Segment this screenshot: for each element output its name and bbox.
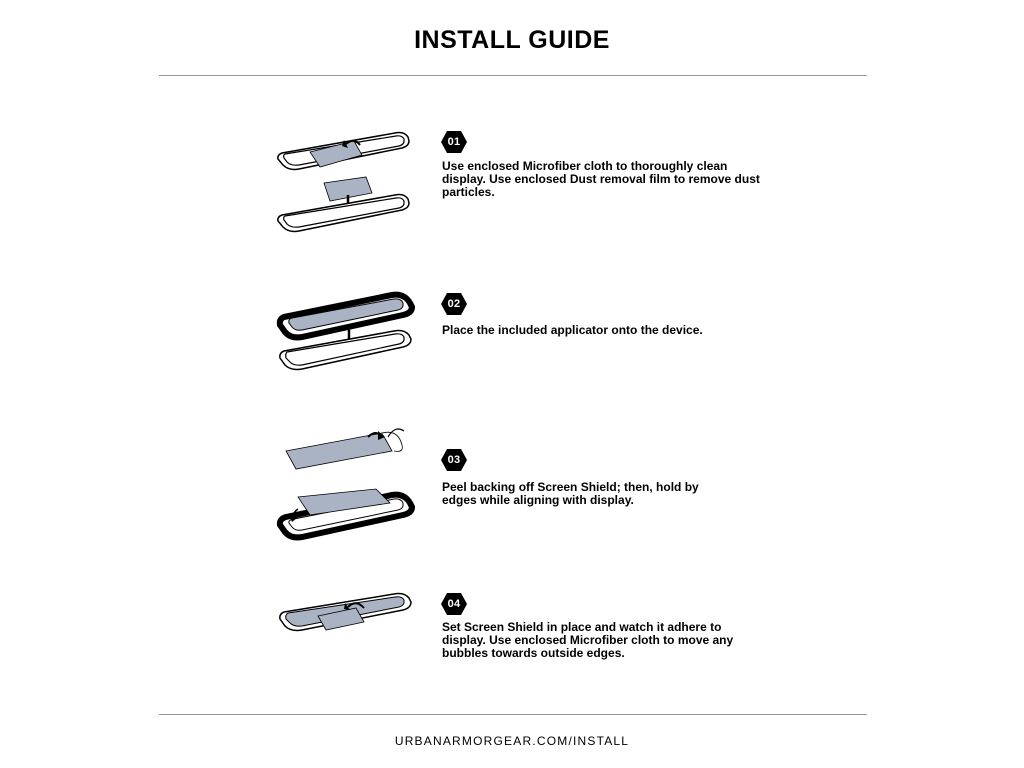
step-02-badge <box>440 292 468 316</box>
step-01-badge <box>440 130 468 154</box>
step-03-number: 03 <box>447 454 461 466</box>
step-01-illustration <box>272 125 422 240</box>
step-04-text: Set Screen Shield in place and watch it adhere to display. Use enclosed Microfiber cloth to move any bubbles towards outside edges. <box>442 620 734 660</box>
step-04-badge <box>440 592 468 616</box>
footer-url: URBANARMORGEAR.COM/INSTALL <box>394 734 630 748</box>
step-02-number: 02 <box>447 298 461 310</box>
step-02-text: Place the included applicator onto the device. <box>442 323 703 337</box>
step-04-number: 04 <box>447 598 461 610</box>
step-04-illustration <box>272 590 422 640</box>
step-01-number: 01 <box>447 136 461 148</box>
step-03-badge <box>440 448 468 472</box>
step-03-illustration <box>272 423 422 548</box>
top-divider <box>159 75 867 76</box>
bottom-divider <box>159 714 867 715</box>
step-03-text: Peel backing off Screen Shield; then, hold by edges while aligning with display. <box>442 480 699 507</box>
step-01-text: Use enclosed Microfiber cloth to thoroughly clean display. Use enclosed Dust removal film to remove dust particles. <box>442 159 760 199</box>
step-02-illustration <box>272 287 422 382</box>
page-title: INSTALL GUIDE <box>414 26 610 54</box>
